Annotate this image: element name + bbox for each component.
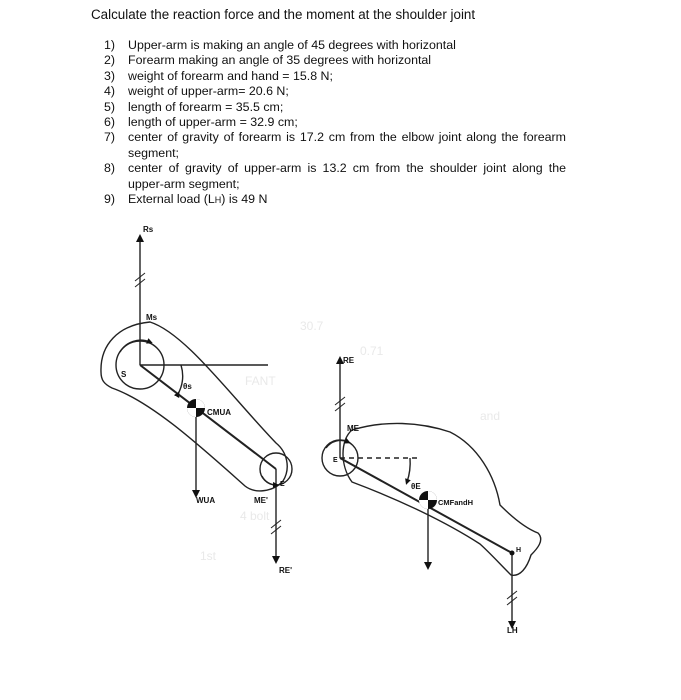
svg-text:and: and — [480, 409, 501, 423]
problem-title: Calculate the reaction force and the moment at the shoulder joint — [91, 7, 476, 22]
list-item: 4) weight of upper-arm= 20.6 N; — [104, 84, 566, 99]
label-e-forearm: E — [333, 457, 338, 464]
list-item: 7) center of gravity of forearm is 17.2 cm from the elbow joint along the forearm segment; — [104, 130, 566, 160]
item-text: Upper-arm is making an angle of 45 degrees with horizontal — [128, 38, 456, 52]
theta-s-arc — [178, 365, 183, 394]
label-h: H — [516, 547, 522, 554]
list-item: 3) weight of forearm and hand = 15.8 N; — [104, 69, 566, 84]
list-item: 1) Upper-arm is making an angle of 45 degrees with horizontal — [104, 38, 566, 53]
label-theta-s: θs — [183, 382, 192, 391]
svg-text:0.71: 0.71 — [360, 344, 384, 358]
elbow-moment-arc — [326, 440, 348, 448]
item-text: center of gravity of forearm is 17.2 cm from the elbow joint along the forearm segment; — [128, 130, 566, 160]
label-e-upper: E — [280, 481, 285, 488]
list-item: 5) length of forearm = 35.5 cm; — [104, 100, 566, 115]
item-text: length of upper-arm = 32.9 cm; — [128, 115, 298, 130]
item-text: weight of forearm and hand = 15.8 N; — [128, 68, 333, 83]
label-me: ME — [347, 424, 359, 433]
cm-forearm-marker — [419, 491, 437, 509]
label-rs: Rs — [143, 225, 154, 234]
item-text: center of gravity of upper-arm is 13.2 cm from the shoulder joint along the upper-arm segment; — [128, 161, 566, 191]
item-text: length of forearm = 35.5 cm; — [128, 99, 284, 114]
label-w-ua: WUA — [196, 496, 216, 505]
item-text: Forearm making an angle of 35 degrees with horizontal — [128, 53, 432, 68]
list-item: 2) Forearm making an angle of 35 degrees with horizontal — [104, 53, 566, 68]
label-ms: Ms — [146, 313, 158, 322]
label-m-e-prime: ME' — [254, 496, 268, 505]
svg-text:30.7: 30.7 — [300, 319, 324, 333]
cm-ua-marker — [187, 399, 205, 417]
label-theta-e: θE — [411, 482, 421, 491]
svg-text:FANT: FANT — [245, 374, 276, 388]
label-r-e-prime: RE' — [279, 566, 293, 575]
item-text: External load (LH) is 49 N — [128, 192, 268, 207]
label-s: S — [121, 370, 127, 379]
label-cm-fandh: CMFandH — [438, 498, 473, 507]
hand-point — [510, 551, 515, 556]
label-re: RE — [343, 356, 355, 365]
item-text: weight of upper-arm= 20.6 N; — [128, 84, 289, 99]
list-item: 8) center of gravity of upper-arm is 13.2 cm from the shoulder joint along the upper-arm segment; — [104, 161, 566, 191]
label-lh: LH — [507, 626, 518, 635]
svg-text:4 bolt: 4 bolt — [240, 509, 270, 523]
label-cm-ua: CMUA — [207, 408, 231, 417]
svg-text:1st: 1st — [200, 549, 217, 563]
list-item: 9) External load (LH) is 49 N — [104, 192, 566, 208]
theta-e-arc — [407, 458, 410, 482]
list-item: 6) length of upper-arm = 32.9 cm; — [104, 115, 566, 130]
